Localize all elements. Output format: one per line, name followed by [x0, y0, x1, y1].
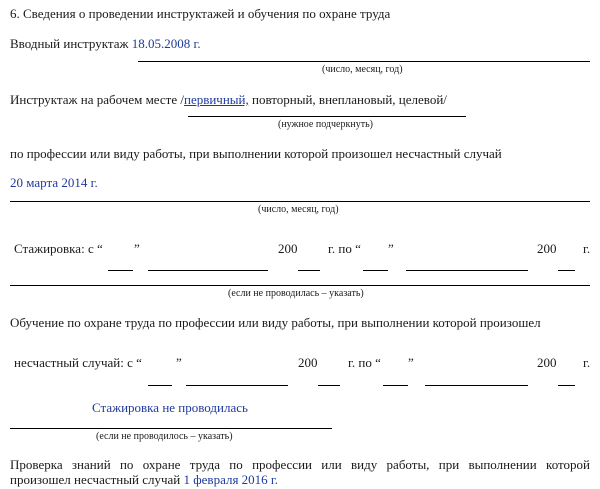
workplace-briefing-row [10, 92, 447, 108]
workplace-caption: (нужное подчеркнуть) [278, 119, 373, 130]
section-title: 6. Сведения о проведении инструктажей и обучения по охране труда [10, 6, 391, 21]
internship-day-blank-2 [363, 270, 388, 271]
intro-date-caption: (число, месяц, год) [322, 64, 403, 75]
internship-close-quote: ” [134, 241, 140, 256]
training-day-blank [148, 385, 172, 386]
intro-briefing-row [10, 36, 201, 52]
internship-day-blank [108, 270, 133, 271]
profession-line: по профессии или виду работы, при выполнении которой произошел несчастный случай [10, 146, 502, 161]
knowledge-check-date: 1 февраля 2016 г. [183, 472, 279, 487]
training-month-blank [186, 385, 288, 386]
training-year-suffix: г. [583, 355, 591, 370]
internship-year-prefix: 200 [278, 241, 298, 256]
internship-to-label: г. по “ [328, 241, 361, 256]
accident-date-underline [10, 201, 590, 202]
training-year-blank [318, 385, 340, 386]
internship-year-blank-2 [558, 270, 575, 271]
training-note: Стажировка не проводилась [92, 400, 248, 415]
training-day-blank-2 [383, 385, 408, 386]
training-to-label: г. по “ [348, 355, 381, 370]
internship-year-suffix: г. [583, 241, 591, 256]
training-year-prefix-2: 200 [537, 355, 557, 370]
training-year-prefix: 200 [298, 355, 318, 370]
internship-close-quote-2: ” [388, 241, 394, 256]
internship-month-blank-2 [406, 270, 528, 271]
internship-year-blank [298, 270, 320, 271]
knowledge-check-line-2 [10, 472, 278, 488]
intro-briefing-date: 18.05.2008 г. [131, 36, 201, 51]
training-from-label: несчастный случай: с “ [14, 355, 142, 370]
workplace-briefing-options: повторный, внеплановый, целевой/ [248, 92, 447, 107]
training-year-blank-2 [558, 385, 575, 386]
accident-date-caption: (число, месяц, год) [258, 204, 339, 215]
internship-month-blank [148, 270, 268, 271]
training-close-quote-2: ” [408, 355, 414, 370]
internship-from-label: Стажировка: с “ [14, 241, 103, 256]
workplace-briefing-selected: первичный, [183, 92, 249, 107]
intro-briefing-label: Вводный инструктаж [10, 36, 129, 51]
accident-date: 20 марта 2014 г. [10, 175, 98, 190]
workplace-underline [188, 116, 466, 117]
training-close-quote: ” [176, 355, 182, 370]
intro-date-underline [138, 61, 590, 62]
training-line-1: Обучение по охране труда по профессии или виду работы, при выполнении которой произошел [10, 315, 541, 330]
knowledge-check-line-1: Проверка знаний по охране труда по профессии или виду работы, при выполнении которой [10, 457, 590, 472]
internship-year-prefix-2: 200 [537, 241, 557, 256]
internship-underline [10, 285, 590, 286]
training-caption: (если не проводилось – указать) [96, 431, 233, 442]
training-month-blank-2 [425, 385, 528, 386]
knowledge-check-prefix: произошел несчастный случай [10, 472, 181, 487]
internship-caption: (если не проводилась – указать) [228, 288, 364, 299]
training-note-underline [10, 428, 332, 429]
workplace-briefing-label: Инструктаж на рабочем месте / [10, 92, 184, 107]
